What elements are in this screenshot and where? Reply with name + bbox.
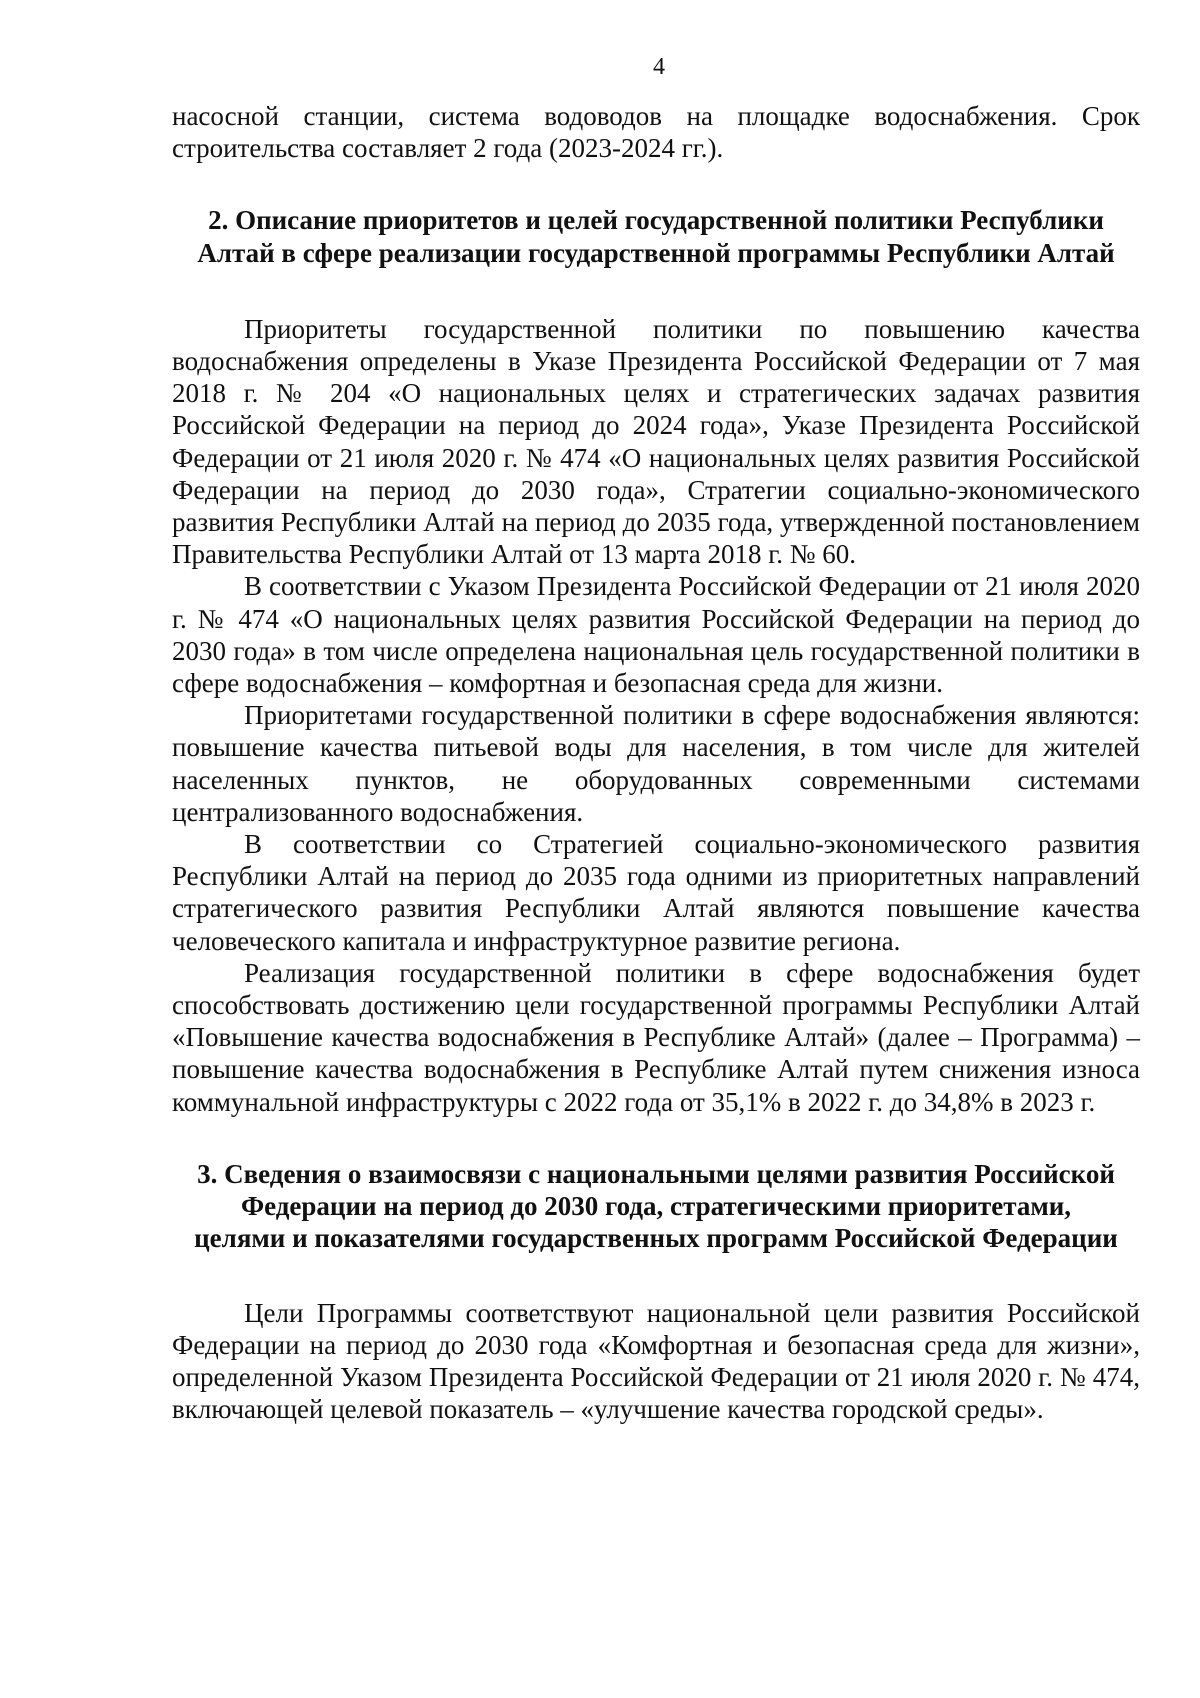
section-3-heading-line-3: целями и показателями государственных программ Российской Федерации bbox=[194, 1223, 1118, 1254]
section-3-paragraph: Цели Программы соответствуют национальной цели развития Российской Федерации на период до 2030 года «Комфортная и безопасная среда для жизни», определенной Указом Президента Российской Федерации от 21 июля 2020 г. № 474, включающей целевой показатель – «улучшение качества городской среды». bbox=[172, 1297, 1140, 1425]
section-2-paragraph: Реализация государственной политики в сфере водоснабжения будет способствовать достижению цели государственной программы Республики Алтай «Повышение качества водоснабжения в Республике Алтай» (далее – Программа) – повышение качества водоснабжения в Республике Алтай путем снижения износа коммунальной инфраструктуры с 2022 года от 35,1% в 2022 г. до 34,8% в 2023 г. bbox=[172, 957, 1140, 1117]
section-2-paragraph: В соответствии со Стратегией социально-экономического развития Республики Алтай на период до 2035 года одними из приоритетных направлений стратегического развития Республики Алтай являются повышение качества человеческого капитала и инфраструктурное развитие региона. bbox=[172, 829, 1140, 956]
section-2-heading-line-2: Алтай в сфере реализации государственной программы Республики Алтай bbox=[197, 237, 1115, 268]
section-3-heading bbox=[172, 1158, 1140, 1255]
section-2-heading bbox=[172, 204, 1140, 268]
section-2-heading-line-1: 2. Описание приоритетов и целей государственной политики Республики bbox=[208, 205, 1104, 236]
section-2-paragraph: В соответствии с Указом Президента Российской Федерации от 21 июля 2020 г. № 474 «О национальных целях развития Российской Федерации на период до 2030 года» в том числе определена национальная цель государственной политики в сфере водоснабжения – комфортная и безопасная среда для жизни. bbox=[172, 571, 1140, 699]
section-3-heading-line-1: 3. Сведения о взаимосвязи с национальными целями развития Российской bbox=[197, 1158, 1115, 1189]
section-2-paragraph: Приоритеты государственной политики по повышению качества водоснабжения определены в Указе Президента Российской Федерации от 7 мая 2018 г. № 204 «О национальных целях и стратегических задачах развития Российской Федерации на период до 2024 года», Указе Президента Российской Федерации от 21 июля 2020 г. № 474 «О национальных целях развития Российской Федерации на период до 2030 года», Стратегии социально-экономического развития Республики Алтай на период до 2035 года, утвержденной постановлением Правительства Республики Алтай от 13 марта 2018 г. № 60. bbox=[172, 313, 1140, 570]
document-page bbox=[172, 52, 1140, 1425]
section-2-paragraph: Приоритетами государственной политики в сфере водоснабжения являются: повышение качества питьевой воды для населения, в том числе для жителей населенных пунктов, не оборудованных современными системами централизованного водоснабжения. bbox=[172, 700, 1140, 827]
intro-paragraph: насосной станции, система водоводов на площадке водоснабжения. Срок строительства составляет 2 года (2023-2024 гг.). bbox=[172, 101, 1140, 164]
page-number: 4 bbox=[653, 54, 665, 80]
section-3-heading-line-2: Федерации на период до 2030 года, стратегическими приоритетами, bbox=[240, 1191, 1072, 1222]
